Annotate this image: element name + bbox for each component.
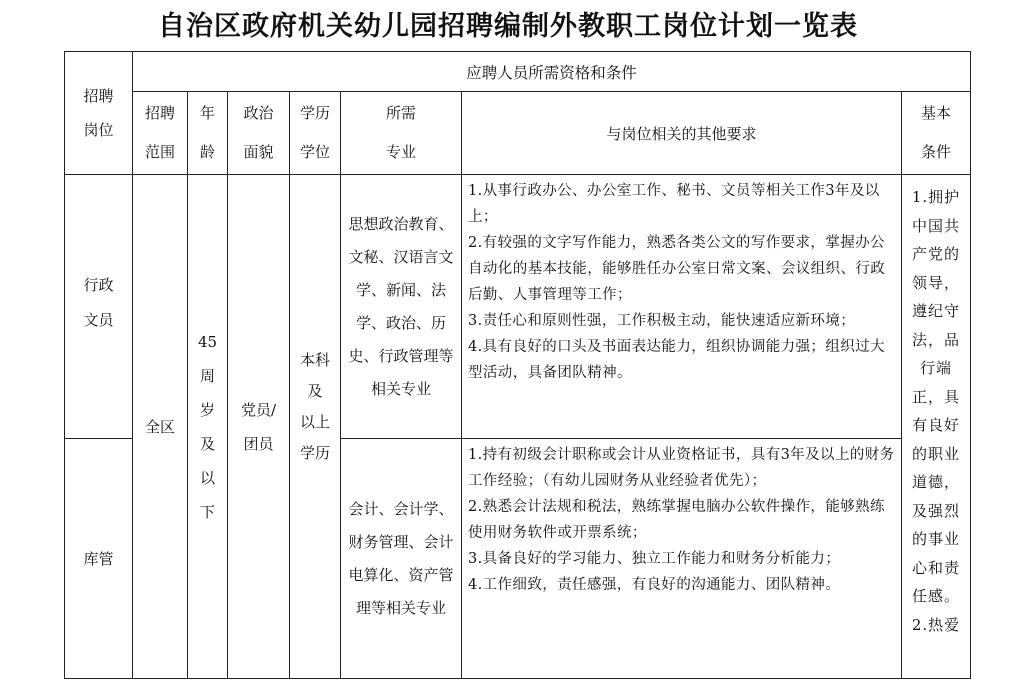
education-cell	[290, 175, 341, 679]
major-value: 思想政治教育、文秘、汉语言文学、新闻、法学、政治、历史、行政管理等相关专业	[348, 214, 454, 398]
header-politics	[228, 92, 290, 175]
recruitment-table	[64, 51, 971, 679]
scope-cell	[133, 175, 188, 679]
major-value: 会计、会计学、财务管理、会计电算化、资产管理等相关专业	[348, 499, 454, 617]
major-cell	[341, 175, 462, 439]
header-basic-text: 基本 条件	[921, 104, 952, 161]
basic-conditions-cell	[902, 175, 971, 679]
requirements-cell	[462, 175, 902, 439]
basic-conditions-text: 1.拥护中国共产党的领导，遵纪守法，品行端正，具有良好的职业道德，及强烈的事业心和责任感。 2.热爱	[911, 188, 961, 634]
header-education	[290, 92, 341, 175]
header-education-text: 学历 学位	[299, 104, 330, 161]
politics-value: 党员/ 团员	[240, 400, 277, 453]
scope-value: 全区	[144, 418, 175, 436]
major-cell	[341, 439, 462, 679]
header-major-text: 所需 专业	[385, 104, 416, 161]
age-cell	[188, 175, 228, 679]
header-position	[65, 52, 133, 175]
header-other	[462, 92, 902, 175]
header-qualifications-text: 应聘人员所需资格和条件	[466, 63, 637, 82]
header-age	[188, 92, 228, 175]
position-label: 库管	[83, 550, 114, 568]
header-position-text: 招聘 岗位	[83, 87, 114, 139]
header-age-text: 年 龄	[199, 104, 215, 161]
header-politics-text: 政治 面貌	[243, 104, 274, 161]
position-cell	[65, 175, 133, 439]
page-title: 自治区政府机关幼儿园招聘编制外教职工岗位计划一览表	[158, 11, 858, 42]
age-value: 45 周 岁 及 以 下	[197, 332, 218, 521]
header-scope	[133, 92, 188, 175]
education-value: 本科 及 以上 学历	[299, 350, 330, 462]
position-label: 行政 文员	[83, 275, 114, 329]
requirements-text: 1.从事行政办公、办公室工作、秘书、文员等相关工作3年及以上； 2.有较强的文字写作能力，熟悉各类公文的写作要求，掌握办公自动化的基本技能，能够胜任办公室日常文案、会议组织、行政后勤、人事管理等工作； 3.责任心和原则性强，工作积极主动，能快速适应新环境； 4.具有良好的口头及书面表达能力，组织协调能力强；组织过大型活动，具备团队精神。	[468, 183, 886, 381]
requirements-cell	[462, 439, 902, 679]
header-major	[341, 92, 462, 175]
header-basic	[902, 92, 971, 175]
header-scope-text: 招聘 范围	[144, 104, 175, 161]
header-other-text: 与岗位相关的其他要求	[606, 124, 757, 143]
header-qualifications	[133, 52, 971, 92]
requirements-text: 1.持有初级会计职称或会计从业资格证书，具有3年及以上的财务工作经验；（有幼儿园财务从业经验者优先）； 2.熟悉会计法规和税法，熟练掌握电脑办公软件操作，能够熟练使用财务软件或开票系统； 3.具备良好的学习能力、独立工作能力和财务分析能力； 4.工作细致，责任感强，有良好的沟通能力、团队精神。	[468, 447, 895, 593]
position-cell	[65, 439, 133, 679]
politics-cell	[228, 175, 290, 679]
